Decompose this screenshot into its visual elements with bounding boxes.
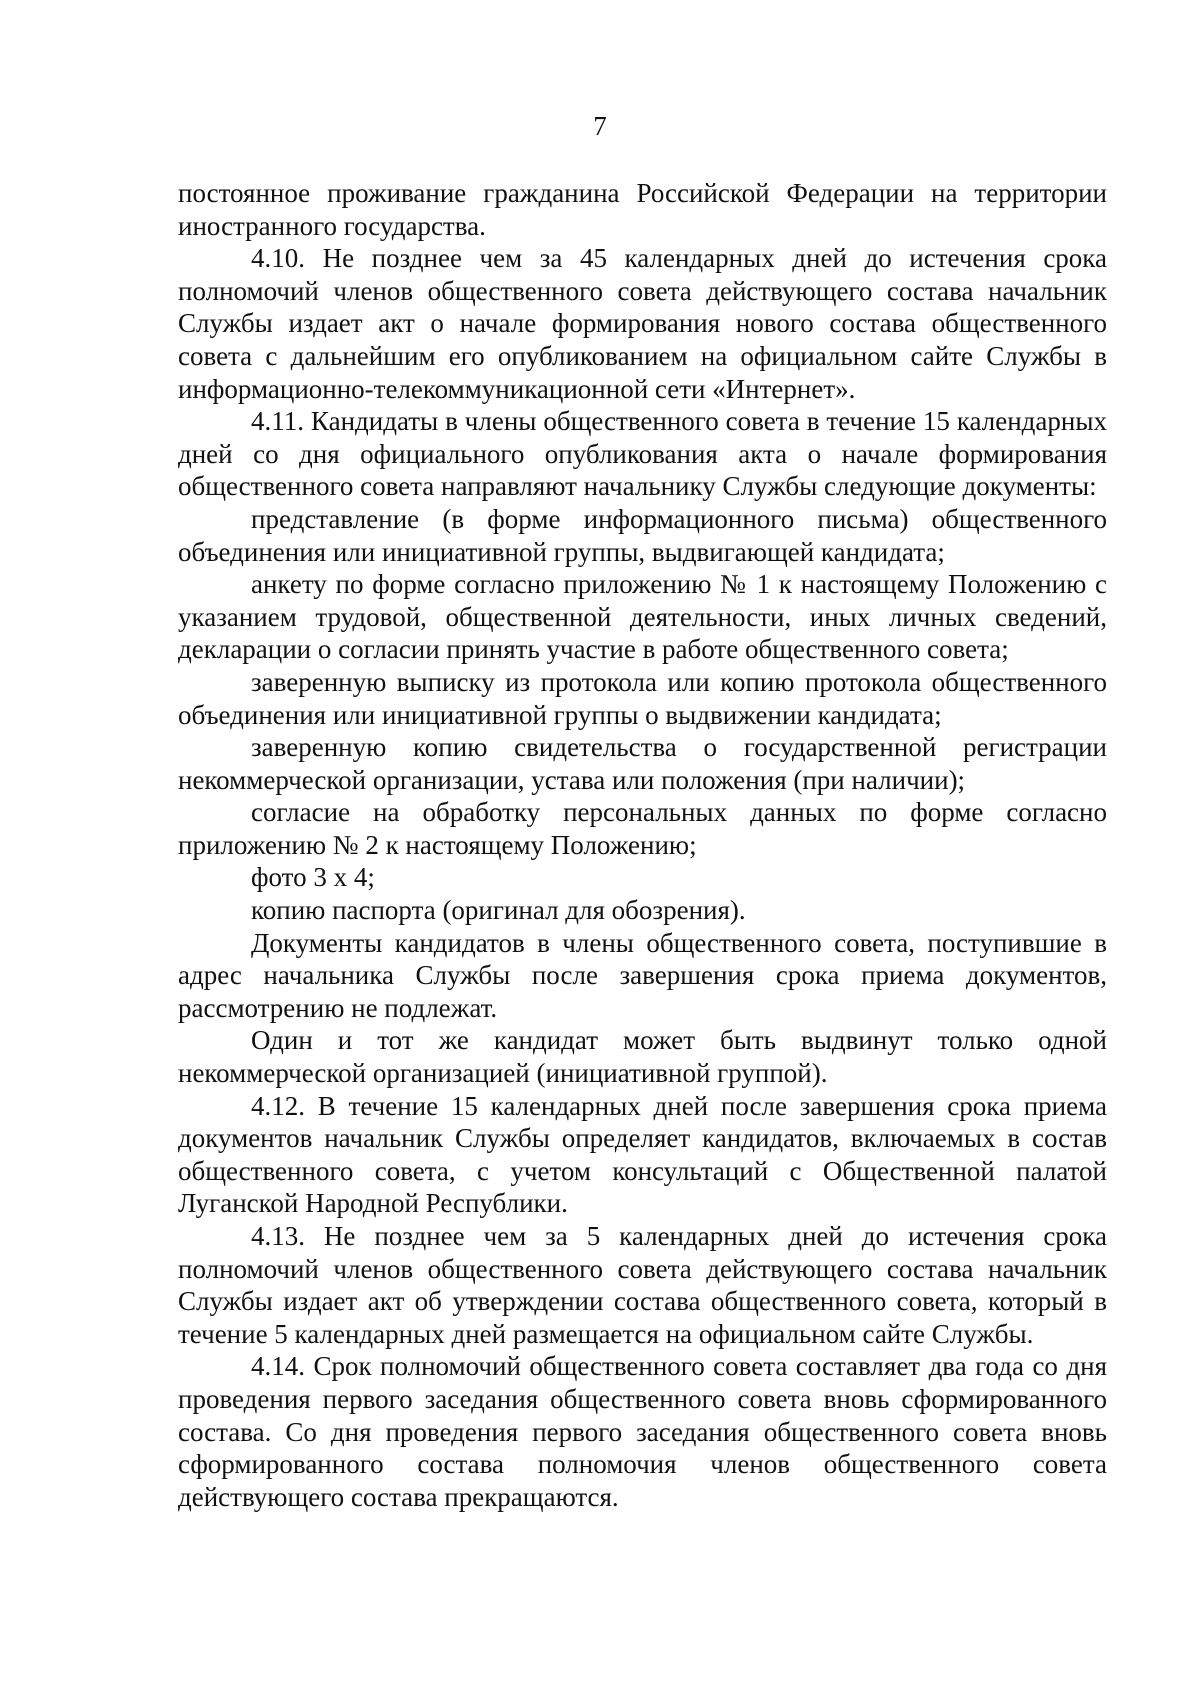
document-body — [178, 177, 1107, 1513]
list-item-representation: представление (в форме информационного письма) общественного объединения или инициативной группы, выдвигающей кандидата; — [178, 503, 1107, 567]
paragraph-residence-end: постоянное проживание гражданина Российской Федерации на территории иностранного государства. — [178, 178, 1107, 241]
list-item-protocol-extract: заверенную выписку из протокола или копию протокола общественного объединения или инициативной группы о выдвижении кандидата; — [178, 666, 1107, 730]
list-item-personal-data-consent: согласие на обработку персональных данных по форме согласно приложению № 2 к настоящему Положению; — [178, 797, 1107, 860]
paragraph-4-14: 4.14. Срок полномочий общественного совета составляет два года со дня проведения первого заседания общественного совета вновь сформированного состава. Со дня проведения первого заседания общественного совета вновь сформированного состава полномочия членов общественного совета действующего состава прекращаются. — [178, 1351, 1107, 1512]
list-item-passport-copy: копию паспорта (оригинал для обозрения). — [251, 895, 746, 926]
list-item-questionnaire: анкету по форме согласно приложению № 1 к настоящему Положению с указанием трудовой, общественной деятельности, иных личных сведений, декларации о согласии принять участие в работе общественного совета; — [178, 569, 1107, 665]
paragraph-late-documents: Документы кандидатов в члены общественного совета, поступившие в адрес начальника Службы после завершения срока приема документов, рассмотрению не подлежат. — [178, 927, 1107, 1023]
paragraph-4-11: 4.11. Кандидаты в члены общественного совета в течение 15 календарных дней со дня официального опубликования акта о начале формирования общественного совета направляют начальнику Службы следующие документы: — [178, 406, 1107, 502]
paragraph-4-13: 4.13. Не позднее чем за 5 календарных дней до истечения срока полномочий членов общественного совета действующего состава начальник Службы издает акт об утверждении состава общественного совета, который в течение 5 календарных дней размещается на официальном сайте Службы. — [178, 1221, 1107, 1349]
page-number: 7 — [593, 111, 607, 141]
paragraph-single-nomination: Один и тот же кандидат может быть выдвинут только одной некоммерческой организацией (инициативной группой). — [178, 1025, 1107, 1089]
paragraph-4-12: 4.12. В течение 15 календарных дней после завершения срока приема документов начальник Службы определяет кандидатов, включаемых в состав общественного совета, с учетом консультаций с Общественной палатой Луганской Народной Республики. — [178, 1090, 1107, 1219]
list-item-photo: фото 3 х 4; — [251, 862, 375, 893]
paragraph-4-10: 4.10. Не позднее чем за 45 календарных дней до истечения срока полномочий членов общественного совета действующего состава начальник Службы издает акт о начале формирования нового состава общественного совета с дальнейшим его опубликованием на официальном сайте Службы в информационно-телекоммуникационной сети «Интернет». — [178, 243, 1107, 404]
list-item-registration-certificate: заверенную копию свидетельства о государственной регистрации некоммерческой организации, устава или положения (при наличии); — [178, 732, 1107, 795]
